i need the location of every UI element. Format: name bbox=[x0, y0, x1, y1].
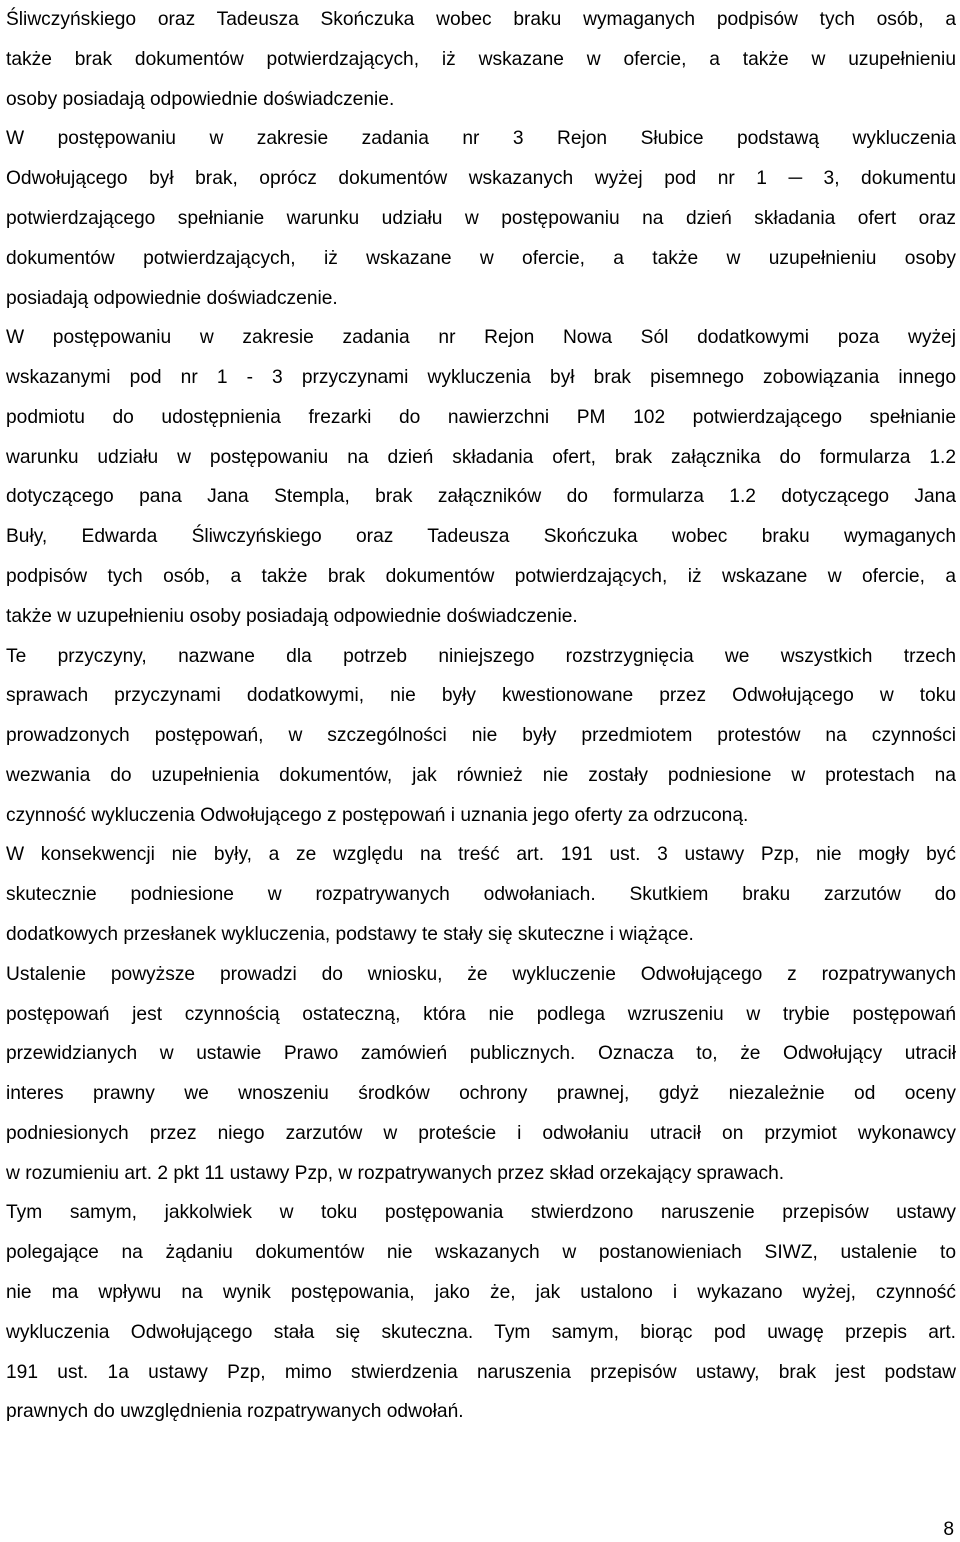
text-line: wezwania do uzupełnienia dokumentów, jak również nie zostały podniesione w protestach na bbox=[6, 764, 956, 786]
text-line: podpisów tych osób, a także brak dokumentów potwierdzających, iż wskazane w ofercie, a bbox=[6, 565, 956, 587]
text-line: posiadają odpowiednie doświadczenie. bbox=[6, 287, 338, 309]
text-line: W postępowaniu w zakresie zadania nr Rejon Nowa Sól dodatkowymi poza wyżej bbox=[6, 327, 956, 349]
text-line: przewidzianych w ustawie Prawo zamówień publicznych. Oznacza to, że Odwołujący utracił bbox=[6, 1043, 956, 1065]
text-line: także brak dokumentów potwierdzających, iż wskazane w ofercie, a także w uzupełnieniu bbox=[6, 48, 956, 70]
text-line: wykluczenia Odwołującego stała się skuteczna. Tym samym, biorąc pod uwagę przepis art. bbox=[6, 1321, 956, 1343]
text-line: wskazanymi pod nr 1 - 3 przyczynami wykluczenia był brak pisemnego zobowiązania innego bbox=[6, 367, 956, 388]
text-line: Ustalenie powyższe prowadzi do wniosku, że wykluczenie Odwołującego z rozpatrywanych bbox=[6, 963, 956, 985]
text-line: postępowań jest czynnością ostateczną, która nie podlega wzruszeniu w trybie postępowań bbox=[6, 1003, 956, 1025]
text-line: Te przyczyny, nazwane dla potrzeb niniejszego rozstrzygnięcia we wszystkich trzech bbox=[6, 645, 956, 667]
text-line: Śliwczyńskiego oraz Tadeusza Skończuka wobec braku wymaganych podpisów tych osób, a bbox=[6, 9, 956, 30]
text-line: prawnych do uwzględnienia rozpatrywanych odwołań. bbox=[6, 1401, 464, 1423]
text-line: W konsekwencji nie były, a ze względu na treść art. 191 ust. 3 ustawy Pzp, nie mogły być bbox=[6, 844, 956, 866]
text-line: dotyczącego pana Jana Stempla, brak załączników do formularza 1.2 dotyczącego Jana bbox=[6, 486, 956, 508]
text-line: dodatkowych przesłanek wykluczenia, podstawy te stały się skuteczne i wiążące. bbox=[6, 923, 694, 945]
text-line: prowadzonych postępowań, w szczególności nie były przedmiotem protestów na czynności bbox=[6, 725, 956, 746]
text-line: osoby posiadają odpowiednie doświadczenie. bbox=[6, 88, 395, 110]
text-line: w rozumieniu art. 2 pkt 11 ustawy Pzp, w rozpatrywanych przez skład orzekający sprawach. bbox=[6, 1162, 785, 1184]
text-line: Buły, Edwarda Śliwczyńskiego oraz Tadeusza Skończuka wobec braku wymaganych bbox=[6, 526, 956, 548]
text-line: polegające na żądaniu dokumentów nie wskazanych w postanowieniach SIWZ, ustalenie to bbox=[6, 1242, 956, 1264]
text-line: nie ma wpływu na wynik postępowania, jako że, jak ustalono i wykazano wyżej, czynność bbox=[6, 1282, 956, 1303]
text-line: podmiotu do udostępnienia frezarki do nawierzchni PM 102 potwierdzającego spełnianie bbox=[6, 406, 956, 428]
text-line: interes prawny we wnoszeniu środków ochrony prawnej, gdyż niezależnie od oceny bbox=[6, 1083, 956, 1105]
text-line: podniesionych przez niego zarzutów w proteście i odwołaniu utracił on przymiot wykonawcy bbox=[6, 1122, 956, 1144]
text-line: potwierdzającego spełnianie warunku udziału w postępowaniu na dzień składania ofert oraz bbox=[6, 207, 956, 229]
text-line: Odwołującego był brak, oprócz dokumentów wskazanych wyżej pod nr 1 ─ 3, dokumentu bbox=[6, 168, 956, 190]
text-line: dokumentów potwierdzających, iż wskazane w ofercie, a także w uzupełnieniu osoby bbox=[6, 247, 956, 269]
text-line: także w uzupełnieniu osoby posiadają odpowiednie doświadczenie. bbox=[6, 605, 578, 627]
page-number: 8 bbox=[943, 1519, 954, 1540]
text-line: warunku udziału w postępowaniu na dzień składania ofert, brak załącznika do formularza 1.2 bbox=[6, 446, 956, 468]
text-line: skutecznie podniesione w rozpatrywanych odwołaniach. Skutkiem braku zarzutów do bbox=[6, 884, 956, 906]
text-line: Tym samym, jakkolwiek w toku postępowania stwierdzono naruszenie przepisów ustawy bbox=[6, 1202, 956, 1224]
text-line: czynność wykluczenia Odwołującego z postępowań i uznania jego oferty za odrzuconą. bbox=[6, 804, 749, 826]
text-line: 191 ust. 1a ustawy Pzp, mimo stwierdzenia naruszenia przepisów ustawy, brak jest podstaw bbox=[6, 1361, 956, 1383]
text-line: W postępowaniu w zakresie zadania nr 3 Rejon Słubice podstawą wykluczenia bbox=[6, 128, 956, 150]
text-line: sprawach przyczynami dodatkowymi, nie były kwestionowane przez Odwołującego w toku bbox=[6, 685, 956, 707]
